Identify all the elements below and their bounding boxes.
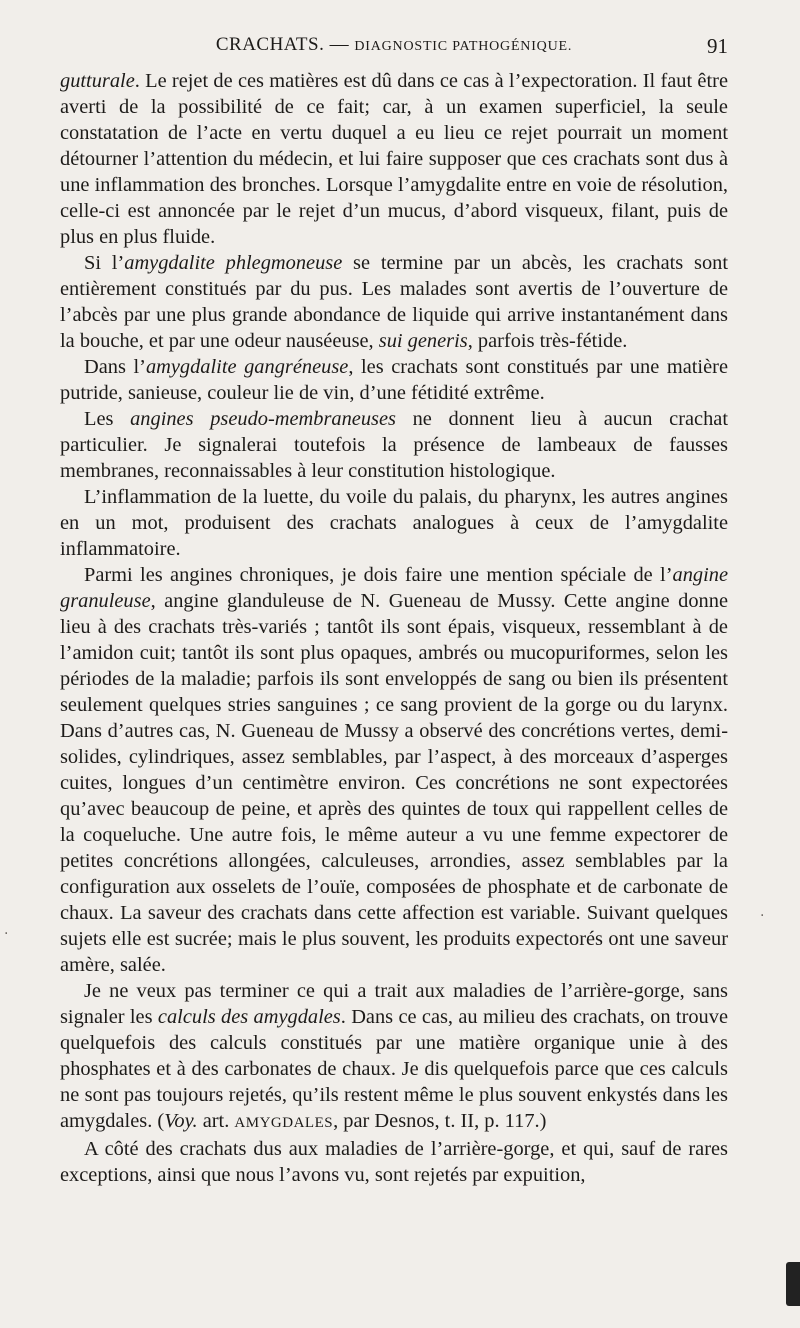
margin-speck: · bbox=[760, 908, 765, 924]
italic-text: angines pseudo-membraneuses bbox=[130, 408, 396, 430]
text-run: , par Desnos, t. II, p. 117.) bbox=[333, 1110, 547, 1132]
running-head-sub: DIAGNOSTIC PATHOGÉNIQUE. bbox=[354, 39, 573, 54]
body-text bbox=[60, 68, 728, 1188]
margin-speck: · bbox=[4, 926, 9, 942]
text-run: Si l’ bbox=[84, 252, 125, 274]
italic-text: calculs des amygdales bbox=[157, 1006, 341, 1028]
text-run: se termine par un abcès, les crachats sont entièrement constitués par du pus. Les malades sont avertis de l’ouverture de l’abcès par une plus grande abondance de liquide qui arrive instantanément dans la bouche, et par une odeur nauséeuse, bbox=[60, 252, 728, 352]
italic-text: amygdalite phlegmoneuse bbox=[124, 252, 343, 274]
text-run: , parfois très-fétide. bbox=[467, 330, 628, 352]
italic-text: Voy. bbox=[164, 1110, 198, 1132]
text-run: . Le rejet de ces matières est dû dans ce cas à l’expectoration. Il faut être averti de la possibilité de ce fait; car, à un examen superficiel, la seule constatation de l’acte en vertu duquel a eu lieu ce rejet pourrait un moment détourner l’attention du médecin, et lui faire supposer que ces crachats sont dus à une inflammation des bronches. Lorsque l’amygdalite entre en voie de résolution, celle-ci est annoncée par le rejet d’un mucus, d’abord visqueux, filant, puis de plus en plus fluide. bbox=[60, 70, 728, 248]
page-header bbox=[60, 34, 728, 66]
italic-text: angine granuleuse bbox=[60, 564, 728, 612]
page-edge-shadow bbox=[786, 1262, 800, 1306]
paragraph bbox=[60, 484, 728, 562]
paragraph bbox=[60, 978, 728, 1136]
text-run: Je ne veux pas terminer ce qui a trait aux maladies de l’arrière-gorge, sans signaler les bbox=[60, 980, 728, 1028]
text-run: L’inflammation de la luette, du voile du palais, du pharynx, les autres angines en un mot, produisent des crachats analogues à ceux de l’amygdalite inflammatoire. bbox=[60, 486, 728, 560]
text-run: . Dans ce cas, au milieu des crachats, on trouve quelquefois des calculs constitués par une matière organique unie à des phosphates et à des carbonates de chaux. Je dis quelquefois parce que ces calculs ne sont pas toujours rejetés, qu’ils restent même le plus souvent enkystés dans les amygdales. ( bbox=[60, 1006, 729, 1132]
paragraph bbox=[60, 250, 728, 354]
paragraph bbox=[60, 406, 728, 484]
italic-text: sui generis bbox=[378, 330, 468, 352]
italic-text: gutturale bbox=[60, 70, 135, 92]
text-run: art. bbox=[197, 1110, 235, 1132]
text-run: , angine glanduleuse de N. Gueneau de Mussy. Cette angine donne lieu à des crachats très-variés ; tantôt ils sont épais, visqueux, ressemblant à de l’amidon cuit; tantôt ils sont plus opaques, ambrés ou mucopuriformes, selon les périodes de la maladie; parfois ils sont enveloppés de sang ou bien ils présentent seulement quelques stries sanguines ; ce sang provient de la gorge ou du larynx. Dans d’autres cas, N. Gueneau de Mussy a observé des concrétions vertes, demi-solides, cylindriques, assez semblables, par l’aspect, à des morceaux d’asperges cuites, longues d’un centimètre environ. Ces concrétions ne sont expectorées qu’avec beaucoup de peine, et après des quintes de toux qui rappellent celles de la coqueluche. Une autre fois, le même auteur a vu une femme expectorer de petites concrétions allongées, calculeuses, arrondies, assez semblables par la configuration aux osselets de l’ouïe, composées de phosphate et de carbonate de chaux. La saveur des crachats dans cette affection est variable. Suivant quelques sujets elle est sucrée; mais le plus souvent, les produits expectorés ont une saveur amère, salée. bbox=[60, 590, 728, 976]
running-head-main: CRACHATS. — bbox=[215, 34, 350, 55]
paragraph bbox=[60, 68, 728, 250]
text-run: A côté des crachats dus aux maladies de l’arrière-gorge, et qui, sauf de rares exceptions, ainsi que nous l’avons vu, sont rejetés par expuition, bbox=[60, 1138, 728, 1186]
italic-text: amygdalite gangréneuse bbox=[145, 356, 349, 378]
text-run: Les bbox=[84, 408, 131, 430]
paragraph bbox=[60, 1136, 728, 1188]
text-run: , les crachats sont constitués par une matière putride, sanieuse, couleur lie de vin, d’une fétidité extrême. bbox=[60, 356, 728, 404]
page-number: 91 bbox=[707, 34, 728, 58]
running-head bbox=[60, 34, 728, 56]
text-run: Parmi les angines chroniques, je dois faire une mention spéciale de l’ bbox=[84, 564, 673, 586]
paragraph bbox=[60, 354, 728, 406]
small-caps-text: AMYGDALES bbox=[234, 1115, 334, 1131]
paragraph bbox=[60, 562, 728, 978]
text-run: Dans l’ bbox=[84, 356, 146, 378]
text-run: ne donnent lieu à aucun crachat particulier. Je signalerai toutefois la présence de lambeaux de fausses membranes, reconnaissables à leur constitution histologique. bbox=[60, 408, 728, 482]
